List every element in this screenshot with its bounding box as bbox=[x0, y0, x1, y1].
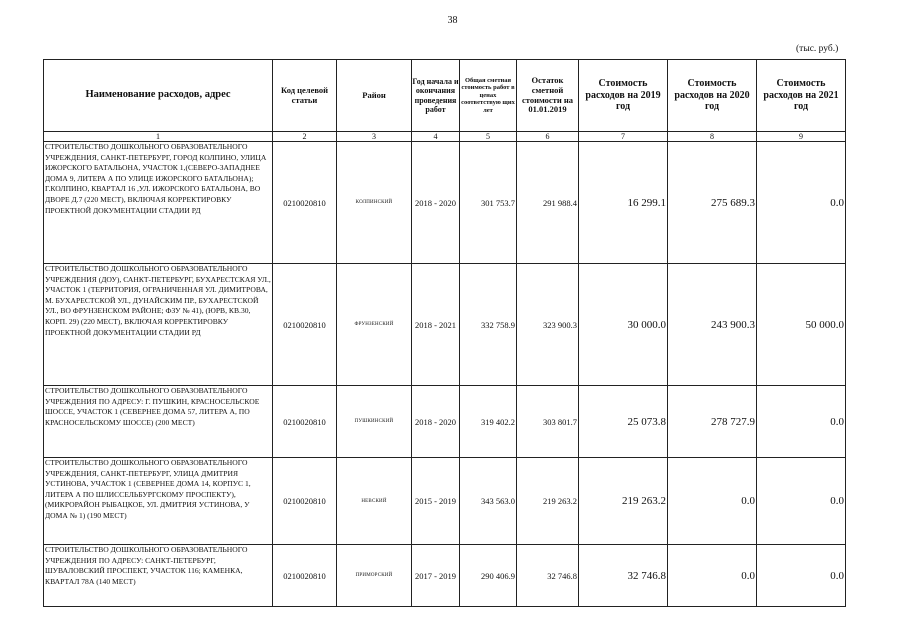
row-district: КОЛПИНСКИЙ bbox=[337, 142, 412, 264]
row-name: СТРОИТЕЛЬСТВО ДОШКОЛЬНОГО ОБРАЗОВАТЕЛЬНОГО УЧРЕЖДЕНИЯ (ДОУ), САНКТ-ПЕТЕРБУРГ, БУХАРЕСТСКАЯ УЛ., УЧАСТОК 1 (ТЕРРИТОРИЯ, ОГРАНИЧЕННАЯ УЛ. ДИМИТРОВА, М. БУХАРЕСТСКОЙ УЛ., ДУНАЙСКИМ ПР., БУХАРЕСТСКОЙ УЛ., ВО ФРУНЗЕНСКОМ РАЙОНЕ; ФЗУ № 41), (ЮРВ, КВ.30, КОРП. 29) (220 МЕСТ), ВКЛЮЧАЯ КОРРЕКТИРОВКУ ПРОЕКТНОЙ ДОКУМЕНТАЦИИ СТАДИИ РД bbox=[44, 264, 273, 386]
row-cost-2021: 0.0 bbox=[757, 142, 846, 264]
column-number: 3 bbox=[337, 132, 412, 142]
row-remaining: 323 900.3 bbox=[517, 264, 579, 386]
row-remaining: 219 263.2 bbox=[517, 458, 579, 545]
header-name: Наименование расходов, адрес bbox=[44, 60, 273, 132]
column-number: 7 bbox=[579, 132, 668, 142]
row-total-cost: 332 758.9 bbox=[460, 264, 517, 386]
row-cost-2020: 275 689.3 bbox=[668, 142, 757, 264]
row-cost-2019: 25 073.8 bbox=[579, 386, 668, 458]
row-years: 2018 - 2020 bbox=[412, 386, 460, 458]
row-code: 0210020810 bbox=[273, 386, 337, 458]
column-number: 5 bbox=[460, 132, 517, 142]
table-row bbox=[44, 142, 846, 264]
row-name: СТРОИТЕЛЬСТВО ДОШКОЛЬНОГО ОБРАЗОВАТЕЛЬНОГО УЧРЕЖДЕНИЯ ПО АДРЕСУ: Г. ПУШКИН, КРАСНОСЕЛЬСКОЕ ШОССЕ, УЧАСТОК 1 (СЕВЕРНЕЕ ДОМА 57, ЛИТЕРА А, ПО КРАСНОСЕЛЬСКОМУ ШОССЕ) (200 МЕСТ) bbox=[44, 386, 273, 458]
row-cost-2020: 278 727.9 bbox=[668, 386, 757, 458]
row-cost-2020: 0.0 bbox=[668, 458, 757, 545]
row-years: 2017 - 2019 bbox=[412, 545, 460, 607]
row-years: 2015 - 2019 bbox=[412, 458, 460, 545]
row-total-cost: 343 563.0 bbox=[460, 458, 517, 545]
table-row bbox=[44, 386, 846, 458]
row-cost-2020: 243 900.3 bbox=[668, 264, 757, 386]
column-number: 9 bbox=[757, 132, 846, 142]
row-district: ПУШКИНСКИЙ bbox=[337, 386, 412, 458]
row-district: ФРУНЗЕНСКИЙ bbox=[337, 264, 412, 386]
table-row bbox=[44, 264, 846, 386]
expenses-table bbox=[43, 59, 846, 607]
page-number: 38 bbox=[447, 15, 458, 26]
column-number: 6 bbox=[517, 132, 579, 142]
row-cost-2021: 50 000.0 bbox=[757, 264, 846, 386]
row-total-cost: 301 753.7 bbox=[460, 142, 517, 264]
row-cost-2020: 0.0 bbox=[668, 545, 757, 607]
row-code: 0210020810 bbox=[273, 458, 337, 545]
column-number-row bbox=[44, 132, 846, 142]
header-cost-2020: Стоимость расходов на 2020 год bbox=[668, 60, 757, 132]
header-total-cost: Общая сметная стоимость работ в ценах соответствую щих лет bbox=[460, 60, 517, 132]
row-remaining: 303 801.7 bbox=[517, 386, 579, 458]
row-cost-2019: 16 299.1 bbox=[579, 142, 668, 264]
column-number: 8 bbox=[668, 132, 757, 142]
row-district: ПРИМОРСКИЙ bbox=[337, 545, 412, 607]
row-cost-2021: 0.0 bbox=[757, 386, 846, 458]
row-years: 2018 - 2020 bbox=[412, 142, 460, 264]
row-remaining: 291 988.4 bbox=[517, 142, 579, 264]
row-cost-2021: 0.0 bbox=[757, 458, 846, 545]
header-years: Год начала и окончания проведения работ bbox=[412, 60, 460, 132]
header-district: Район bbox=[337, 60, 412, 132]
row-name: СТРОИТЕЛЬСТВО ДОШКОЛЬНОГО ОБРАЗОВАТЕЛЬНОГО УЧРЕЖДЕНИЯ, САНКТ-ПЕТЕРБУРГ, ГОРОД КОЛПИНО, УЛИЦА ИЖОРСКОГО БАТАЛЬОНА, УЧАСТОК 1,(СЕВЕРО-ЗАПАДНЕЕ ДОМА 9, ЛИТЕРА А ПО УЛИЦЕ ИЖОРСКОГО БАТАЛЬОНА); Г.КОЛПИНО, КВАРТАЛ 16 ,УЛ. ИЖОРСКОГО БАТАЛЬОНА, ВО ДВОРЕ Д.7 (220 МЕСТ), ВКЛЮЧАЯ КОРРЕКТИРОВКУ ПРОЕКТНОЙ ДОКУМЕНТАЦИИ СТАДИИ РД bbox=[44, 142, 273, 264]
column-number: 4 bbox=[412, 132, 460, 142]
row-total-cost: 290 406.9 bbox=[460, 545, 517, 607]
row-name: СТРОИТЕЛЬСТВО ДОШКОЛЬНОГО ОБРАЗОВАТЕЛЬНОГО УЧРЕЖДЕНИЯ, САНКТ-ПЕТЕРБУРГ, УЛИЦА ДМИТРИЯ УСТИНОВА, УЧАСТОК 1 (СЕВЕРНЕЕ ДОМА 14, КОРПУС 1, ЛИТЕРА А ПО ШЛИССЕЛЬБУРГСКОМУ ПРОСПЕКТУ), (МИКРОРАЙОН РЫБАЦКОЕ, УЛ. ДМИТРИЯ УСТИНОВА, У ДОМА № 1) (190 МЕСТ) bbox=[44, 458, 273, 545]
row-code: 0210020810 bbox=[273, 264, 337, 386]
row-years: 2018 - 2021 bbox=[412, 264, 460, 386]
column-number: 2 bbox=[273, 132, 337, 142]
row-district: НЕВСКИЙ bbox=[337, 458, 412, 545]
header-code: Код целевой статьи bbox=[273, 60, 337, 132]
column-number: 1 bbox=[44, 132, 273, 142]
row-code: 0210020810 bbox=[273, 545, 337, 607]
row-total-cost: 319 402.2 bbox=[460, 386, 517, 458]
row-name: СТРОИТЕЛЬСТВО ДОШКОЛЬНОГО ОБРАЗОВАТЕЛЬНОГО УЧРЕЖДЕНИЯ ПО АДРЕСУ: САНКТ-ПЕТЕРБУРГ, ШУВАЛОВСКИЙ ПРОСПЕКТ, УЧАСТОК 116; КАМЕНКА, КВАРТАЛ 78А (140 МЕСТ) bbox=[44, 545, 273, 607]
row-cost-2021: 0.0 bbox=[757, 545, 846, 607]
row-remaining: 32 746.8 bbox=[517, 545, 579, 607]
header-cost-2021: Стоимость расходов на 2021 год bbox=[757, 60, 846, 132]
row-cost-2019: 219 263.2 bbox=[579, 458, 668, 545]
table-row bbox=[44, 458, 846, 545]
table-row bbox=[44, 545, 846, 607]
row-cost-2019: 32 746.8 bbox=[579, 545, 668, 607]
row-cost-2019: 30 000.0 bbox=[579, 264, 668, 386]
header-remaining: Остаток сметной стоимости на 01.01.2019 bbox=[517, 60, 579, 132]
units-label: (тыс. руб.) bbox=[796, 44, 839, 54]
header-cost-2019: Стоимость расходов на 2019 год bbox=[579, 60, 668, 132]
row-code: 0210020810 bbox=[273, 142, 337, 264]
